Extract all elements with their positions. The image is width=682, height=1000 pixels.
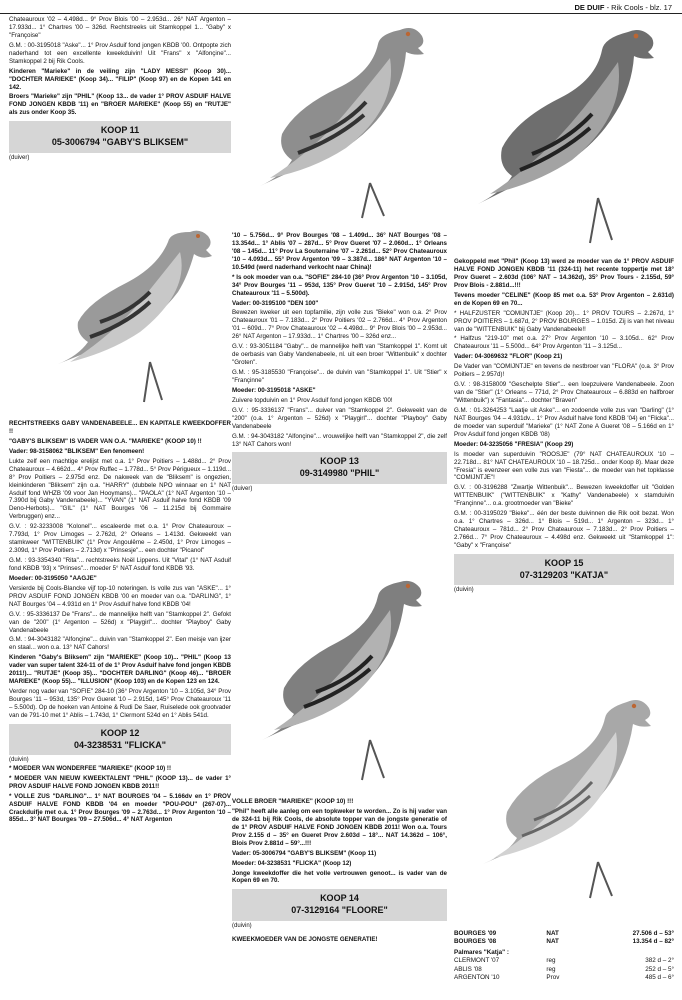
pigeon-photo-koop-13 bbox=[250, 568, 445, 790]
koop-12-box bbox=[9, 724, 231, 755]
pigeon-icon bbox=[262, 581, 422, 780]
paragraph: Bewezen kweker uit een topfamilie, zijn volle zus "Bieke" won o.a. 2° Prov Chateauroux '01 – 7.183d... 2° Prov Poitiers '02 – 2.766d... 4° Prov Argenton '01 – 609d... 7° Prov Chateauroux '02 – 4.498d... 9° Prov Blois '00 – 2.953d... 26° NAT Argenton – 17.933d... 1° Chartres '00 – 326d enz... bbox=[232, 309, 447, 341]
result-result: 485 d – 6° bbox=[645, 973, 674, 981]
column-2-lower bbox=[232, 798, 447, 946]
paragraph: Zuivere topduivin en 1° Prov Asduif fond jongen KBDB '00! bbox=[232, 396, 393, 404]
paragraph: G.V. : 92-3233008 "Kolonel"... escaleerde met o.a. 1° Prov Chateauroux – 7.793d, 1° Prov Limoges – 2.762d, 2° Orleans – 1.413d. Gekweekt van stamkweer "WITTENBUIK" (1° Prov Angoulême – 2.450d, 1° Prov Limoges – 2.309d, 1° Prov Poitiers – 2.713d) x "Prinsesje"... een dochter "Picanol" bbox=[9, 523, 231, 555]
sex-label: (duiver) bbox=[9, 154, 30, 161]
paragraph-bold: RECHTSTREEKS GABY VANDENABEELE... EN KAPITALE KWEEKDOFFER !! bbox=[9, 420, 231, 435]
moeder-label: Moeder: 00-3195050 "AAGJE" bbox=[9, 574, 97, 582]
result-race: BOURGES '08 bbox=[454, 938, 497, 946]
result-row bbox=[454, 930, 674, 938]
vader-label: Vader: 98-3158062 "BLIKSEM" Een fenomeen! bbox=[9, 447, 145, 455]
result-row bbox=[454, 966, 674, 974]
column-1 bbox=[9, 16, 231, 162]
result-level: NAT bbox=[546, 930, 559, 937]
paragraph: G.M. : 00-3195018 "Aske"... 1° Prov Asduif fond jongen KBDB '00. Ontpopte zich naderhand tot een excellente kweekduivin! Uit "Frans" x "Alfonçine"... Stamkoppel 2 bij Rik Cools. bbox=[9, 41, 231, 65]
vader-label: Vader: 05-3006794 "GABY'S BLIKSEM" (Koop 11) bbox=[232, 849, 377, 857]
result-level: Prov bbox=[546, 973, 560, 981]
column-3 bbox=[454, 258, 674, 595]
magazine-name: DE DUIF bbox=[574, 3, 605, 12]
sex-label: (duivin) bbox=[9, 757, 29, 764]
result-race: ARGENTON '10 bbox=[454, 973, 500, 981]
pigeon-icon bbox=[483, 700, 651, 898]
paragraph: Chateauroux '02 – 4.498d... 9° Prov Blois '00 – 2.953d... 26° NAT Argenton – 17.933d... 1° Chartres '00 – 326d. Rechtstreeks uit Stamkoppel 1... "Gaby" x "Françoise" bbox=[9, 16, 231, 39]
result-row bbox=[454, 957, 674, 965]
paragraph: G.M. : 94-3043182 "Alfonçine"... vrouwelijke helft van "Stamkoppel 2", die zelf 13° NAT Cahors won! bbox=[232, 432, 447, 448]
moeder-label: Moeder: 00-3195018 "ASKE" bbox=[232, 386, 316, 394]
koop-13-box bbox=[232, 452, 447, 483]
koop-name: 07-3129164 "FLOORE" bbox=[291, 905, 388, 916]
koop-15-box bbox=[454, 554, 674, 585]
koop-name: 05-3006794 "GABY'S BLIKSEM" bbox=[51, 136, 189, 147]
result-row bbox=[454, 974, 674, 982]
page-header bbox=[574, 3, 672, 13]
paragraph-bold: * VOLLE ZUS "DARLING"... 1° NAT BOURGES '04 – 5.166dv en 1° PROV ASDUIF HALVE FOND KBDB '04 en moeder "POU-POU" (267-07)... Crackduifje met o.a. 1° Prov Bourges '09 – 2.763d... 1° Prov Argenton '10 – 855d... 3° NAT Bourges '09 – 27.506d... 4° NAT Argenton bbox=[9, 792, 231, 824]
paragraph: Lukte zelf een machtige erelijst met o.a. 1° Prov Poitiers – 1.488d... 2° Prov Chateauroux – 4.662d... 4° Prov Ruffec – 1.778d... 5° Prov Périgueux – 1.119d... 8° Prov Poitiers – 2.975d enz. De nakweek van de "Bliksem" is ongezien, kleinkinderen "Bliksem" zijn o.a. "HARRY" (dubbele NPO winnaar en 1° NAT Asduif fond WHZB '09 voor Jan Hooymans)... "PAOLA" (1° NAT Argenton '10 – 7.390d bij Gaby Vandenabeele)... "YVAN" (1° NAT Asduif halve fond KBDB '09 Deno-Herbots)... "GIL" (1° NAT Bourges '06 – 11.215d bij Gommaire Verbruggen) enz... bbox=[9, 457, 231, 521]
moeder-label: Moeder: 04-3235056 "FRESIA" (Koop 29) bbox=[454, 440, 574, 448]
paragraph-bold: Broers "Marieke" zijn "PHIL" (Koop 13... de vader 1° PROV ASDUIF HALVE FOND JONGEN KBDB '11) en "BROER MARIEKE" (Koop 55) en "RUTJE" als zus onder Koop 35. bbox=[9, 93, 231, 117]
sex-label: (duivin) bbox=[232, 922, 252, 929]
result-result: 27.506 d – 53° bbox=[632, 930, 674, 937]
paragraph-bold: Jonge kweekdoffer die het volle vertrouwen genoot... is vader van de Kopen 69 en 70. bbox=[232, 869, 447, 885]
pigeon-photo-koop-14 bbox=[458, 18, 673, 253]
pigeon-icon bbox=[260, 28, 424, 218]
paragraph: G.M. : 95-3185530 "Françoise"... de duivin van "Stamkoppel 1". Uit "Stier" x "Françinne" bbox=[232, 369, 447, 384]
pigeon-photo-koop-15 bbox=[462, 690, 672, 905]
paragraph: G.M. : 00-3195029 "Bieke"... één der beste duivinnen die Rik ooit bezat. Won o.a. 1° Chartres – 326d... 1° Blois – 519d... 1° Argenton – 323d... 1° Chateauroux – 781d... 2° Prov Chateauroux – 7.183d... 2° Prov Poitiers – 2.766d... 7° Prov Chateauroux – 4.498d enz. Gekweekt uit "Stamkoppel 1": "Gaby" x "Françoise" bbox=[454, 510, 674, 549]
pigeon-photo-top-center bbox=[240, 18, 445, 228]
moeder-label: Moeder: 04-3238531 "FLICKA" (Koop 12) bbox=[232, 859, 352, 867]
result-level: reg bbox=[546, 965, 556, 973]
paragraph: De Vader van "COMIJNTJE" en tevens de nestbroer van "FLORA" (o.a. 3° Prov Poitiers – 2.957d)! bbox=[454, 363, 674, 379]
vader-label: Vader: 00-3195100 "DEN 100" bbox=[232, 299, 319, 307]
result-race: CLERMONT '07 bbox=[454, 957, 500, 965]
paragraph-bold: Tevens moeder "CELINE" (Koop 85 met o.a. 53° Prov Argenton – 2.631d) en de Kopen 69 en 70... bbox=[454, 291, 674, 307]
paragraph-bold: * Is ook moeder van o.a. "SOFIE" 284-10 (36° Prov Argenton '10 – 3.105d, 34° Prov Bourges '11 – 953d, 135° Prov Gueret '10 – 2.915d, 145° Prov Chateauroux '11 – 5.500d). bbox=[232, 273, 447, 297]
section-label: - Rik Cools - blz. 17 bbox=[606, 3, 672, 12]
pigeon-icon bbox=[478, 30, 654, 243]
paragraph: G.V. : 93-3051184 "Gaby"... de mannelijke helft van "Stamkoppel 1". Komt uit de oerbasis van Gaby Vandenabeele, nl. uit een broer "Wittenbuik" x dochter "Groten". bbox=[232, 343, 447, 367]
paragraph-bold: "GABY'S BLIKSEM" IS VADER VAN O.A. "MARIEKE" (KOOP 10) !! bbox=[9, 437, 202, 445]
paragraph: * HALFZUSTER "COMIJNTJE" (Koop 20)... 1° PROV TOURS – 2.267d, 1° PROV POITIERS – 1.687d, 2° PROV BOURGES – 1.015d. Zij is van het niveau van de "WITTENBUIK" bij Gaby Vandenabeele!! bbox=[454, 309, 674, 333]
koop-name: 09-3149980 "PHIL" bbox=[299, 468, 380, 479]
koop-name: 04-3238531 "FLICKA" bbox=[73, 739, 167, 750]
koop-11-box bbox=[9, 121, 231, 152]
paragraph: G.M. : 01-3264253 "Laatje uit Aske"... en zodoende volle zus van "Darling" (1° NAT Bourges '04 – 4.931dv... 1° Prov Asduif halve fond KBDB '04) en "Flicka"... de moeder van superduif "Marieke" (1° NAT Zone A Gueret '08 – 5.166d en 1° Prov Asduif fond jongen KBDB '08) bbox=[454, 406, 674, 438]
result-result: 13.354 d – 82° bbox=[632, 938, 674, 946]
koop-name: 07-3129203 "KATJA" bbox=[519, 569, 609, 580]
pigeon-photo-koop-11 bbox=[40, 212, 220, 417]
result-row bbox=[454, 938, 674, 946]
result-level: NAT bbox=[546, 938, 559, 946]
palmares-label: Palmares "Katja" : bbox=[454, 949, 509, 957]
vader-label: Vader: 04-3069632 "FLOR" (Koop 21) bbox=[454, 353, 563, 361]
paragraph-bold: VOLLE BROER "MARIEKE" (KOOP 10) !!! bbox=[232, 798, 354, 805]
paragraph-bold: Kinderen "Gaby's Bliksem" zijn "MARIEKE" (Koop 10)... "PHIL" (Koop 13 vader van super talent 324-11 of de 1° Prov Asduif halve fond jongen KBDB 2011!)... "RUTJE" (Koop 35)... "DOCHTER DARLING" (Koop 46)... "BROER MARIEKE" (Koop 55)... "ILLUSION" (Koop 103) en de Kopen 123 en 124. bbox=[9, 654, 231, 686]
sex-label: (duiver) bbox=[232, 485, 253, 492]
pigeon-icon bbox=[58, 231, 212, 402]
paragraph: Versierde bij Cools-Blancke vijf top-10 noteringen. Is volle zus van "ASKE"... 1° PROV ASDUIF FOND JONGEN KBDB '00 en moeder van o.a. "DARLING", 1° NAT Bourges '04 – 4.931d en 1° Prov Asduif halve fond KBDB '04! bbox=[9, 584, 231, 608]
result-race: BOURGES '09 bbox=[454, 930, 497, 937]
paragraph: Verder nog vader van "SOFIE" 284-10 (36° Prov Argenton '10 – 3.105d, 34° Prov Bourges '11 – 953d, 135° Prov Gueret '10 – 2.915d, 145° Prov Chateauroux '11 – 5.500d). Op de hoeken van Antoine & Rudi De Saer, Ruiselede ook grootvader van de 791-10 met 1° Ablis – 1.743d, 1° Clermont 524d en 1° Ablis 541d. bbox=[9, 688, 231, 719]
paragraph: G.M. : 93-3354340 "Rita"... rechtstreeks Noël Lippens. Uit "Vital" (1° NAT Asduif fond KBDB '93) x "Prinses"... moeder 5° NAT Asduif fond KBDB '93. bbox=[9, 557, 231, 572]
koop-title: KOOP 13 bbox=[320, 456, 359, 467]
paragraph-bold: "Phil" heeft alle aanleg om een topkweker te worden... Zo is hij vader van de 324-11 bij Rik Cools, de absolute topper van de jongste generatie of de 1° PROV ASDUIF HALVE FOND JONGEN KBDB 2011! Won o.a. Tours Prov 2.155 d – 35° en Gueret Prov 2.603d – 18°... NAT 14.362d – 106°, Blois Prov 2.881d – 59°...!!! bbox=[232, 807, 447, 847]
paragraph: G.V. : 98-3158009 "Geschelpte Stier"... een loepzuivere Vandenabeele. Zoon van de "Stier" (1° Orleans – 771d, 2° Prov Chateauroux – 6.883d en halfbroer "Wittenbuik") x "Fantasia"... dochter "Braven" bbox=[454, 381, 674, 404]
paragraph: G.V. : 95-3336137 "Frans"... duiver van "Stamkoppel 2". Gekweekt van de "200" (o.a. 1° Argenton – 526d) x "Playgirl"... dochter "Playboy" Gaby Vandenabeele bbox=[232, 406, 447, 430]
results-table bbox=[454, 930, 674, 982]
koop-title: KOOP 14 bbox=[320, 893, 359, 904]
paragraph: Is moeder van superduivin "ROOSJE" (79° NAT CHATEAUROUX '10 – 22.718d... 81° NAT CHATEAUROUX '10 – 18.725d... onder Koop 8). Maar deze "Fresia" is evenzeer een volle zus van "Fiesta"... de moeder van het topklasse "COMIJNTJE"! bbox=[454, 450, 674, 482]
paragraph-bold: * MOEDER VAN WONDERFEE "MARIEKE" (KOOP 10) !! bbox=[9, 764, 172, 772]
koop-title: KOOP 11 bbox=[100, 125, 140, 136]
paragraph-bold: Kinderen "Marieke" in de veiling zijn "LADY MESSI" (Koop 30)... "DOCHTER MARIEKE" (Koop 34)... "FILIP" (Koop 97) en de Kopen 141 en 142. bbox=[9, 67, 231, 91]
paragraph-bold: KWEEKMOEDER VAN DE JONGSTE GENERATIE! bbox=[232, 936, 378, 944]
paragraph-bold: Gekoppeld met "Phil" (Koop 13) werd ze moeder van de 1° PROV ASDUIF HALVE FOND JONGEN KBDB '11 (324-11) het recente toppertje met 18° Prov Gueret – 2.603d (106° NAT – 14.362d), 35° Prov Tours - 2.155d, 59° Prov Blois - 2.881d...!!! bbox=[454, 258, 674, 289]
result-result: 252 d – 5° bbox=[645, 965, 674, 973]
paragraph-bold: * MOEDER VAN NIEUW KWEEKTALENT "PHIL" (KOOP 13)... de vader 1° PROV ASDUIF HALVE FOND JONGEN KBDB 2011!! bbox=[9, 774, 231, 790]
koop-title: KOOP 12 bbox=[100, 727, 140, 738]
paragraph: G.V. : 00-3196288 "Zwartje Wittenbuik"... Bewezen kweekdoffer uit "Golden WITTENBUIK" ("WITTENBUIK" x "Kathy" Vandenabeele) x stamduivin "Françinne"... o.a. grootmoeder van "Bieke" bbox=[454, 484, 674, 508]
result-race: ABLIS '08 bbox=[454, 965, 482, 973]
result-result: 382 d – 2° bbox=[645, 957, 674, 965]
paragraph-bold: '10 – 5.756d... 9° Prov Bourges '08 – 1.409d... 36° NAT Bourges '08 – 13.354d... 1° Ablis '07 – 287d... 5° Prov Gueret '07 – 2.060d... 1° Orleans '08 – 145d... 11° Prov La Souterraine '07 – 2.261d... 52° Prov Chateauroux '10 – 4.093d... 55° Prov Argenton '09 – 3.387d... 186° NAT Argenton '10 – 10.549d (werd naderhand verkocht naar China)! bbox=[232, 232, 447, 271]
paragraph: G.V. : 95-3336137 De "Frans"... de mannelijke helft van "Stamkoppel 2". Gefokt van de "200" (1° Argenton – 526d) x "Playgirl"... dochter "Playboy" Gaby Vandenabeele bbox=[9, 610, 231, 634]
header-rule bbox=[0, 13, 682, 14]
sex-label: (duivin) bbox=[454, 587, 474, 594]
paragraph: G.M. : 94-3043182 "Alfonçine"... duivin van "Stamkoppel 2". Een meisje van ijzer en staal... won o.a. 13° NAT Cahors! bbox=[9, 636, 231, 652]
column-1-lower bbox=[9, 420, 231, 826]
paragraph: * Halfzus "219-10" met o.a. 27° Prov Argenton '10 – 3.105d... 62° Prov Chateauroux '11 – 5.500d... 64° Prov Argenton '11 – 3.125d... bbox=[454, 335, 674, 351]
result-level: reg bbox=[546, 957, 556, 965]
koop-title: KOOP 15 bbox=[544, 557, 584, 568]
koop-14-box bbox=[232, 889, 447, 920]
column-2 bbox=[232, 232, 447, 493]
